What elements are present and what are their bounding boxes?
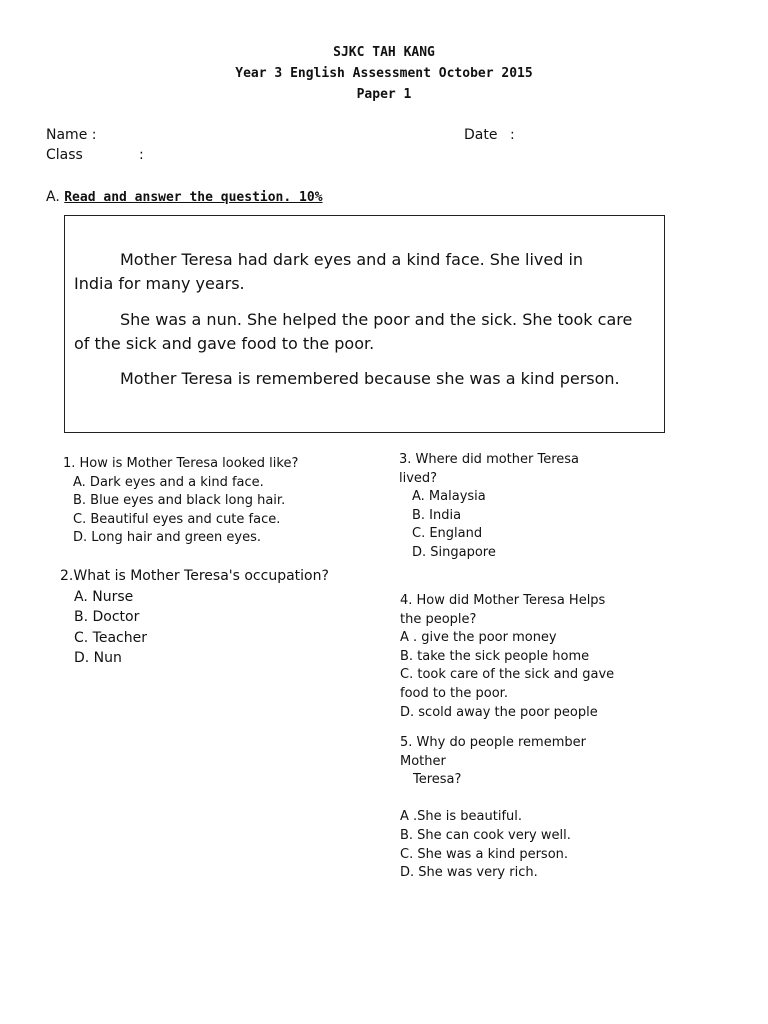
question-prompt: 1. How is Mother Teresa looked like? (63, 456, 299, 471)
option-c: C. Teacher (74, 629, 147, 646)
question-1 (63, 455, 298, 548)
option-a: A .She is beautiful. (400, 809, 523, 825)
passage-line: of the sick and gave food to the poor. (74, 334, 375, 353)
question-prompt: 4. How did Mother Teresa Helps (400, 593, 606, 608)
option-d: D. scold away the poor people (400, 704, 598, 720)
option-a: A. Dark eyes and a kind face. (73, 474, 264, 490)
question-4 (400, 592, 614, 722)
paper-label: Paper 1 (356, 87, 412, 102)
section-label (46, 189, 323, 205)
passage-line: India for many years. (74, 274, 245, 293)
question-prompt: lived? (399, 470, 438, 486)
section-letter: A. (46, 189, 60, 205)
spacer (400, 790, 586, 809)
question-prompt: Teresa? (413, 772, 462, 788)
passage-paragraph-1 (74, 248, 654, 296)
option-b: B. Doctor (74, 609, 140, 625)
option-b: B. take the sick people home (400, 648, 590, 664)
school-name: SJKC TAH KANG (333, 45, 435, 60)
question-prompt: Mother (400, 753, 446, 769)
passage-paragraph-3 (74, 367, 654, 391)
option-d: D. Long hair and green eyes. (73, 530, 262, 546)
name-label: Name : (46, 127, 97, 143)
section-instruction: Read and answer the question. 10% (64, 190, 323, 205)
reading-passage (64, 215, 665, 433)
date-label: Date (464, 127, 498, 143)
class-colon: : (139, 147, 144, 163)
question-3 (399, 451, 659, 560)
passage-line: She was a nun. She helped the poor and the sick. She took care (120, 310, 633, 329)
option-c: C. took care of the sick and gave (400, 667, 615, 683)
question-prompt: 2.What is Mother Teresa's occupation? (60, 568, 329, 584)
option-a: A. Nurse (74, 588, 134, 605)
date-colon: : (510, 127, 515, 143)
passage-line: Mother Teresa is remembered because she was a kind person. (120, 369, 620, 388)
question-prompt: the people? (400, 611, 477, 627)
option-d: D. She was very rich. (400, 865, 538, 881)
passage-paragraph-2 (74, 308, 654, 356)
option-c: C. England (412, 526, 483, 542)
option-d: D. Nun (74, 650, 122, 666)
option-c: C. She was a kind person. (400, 846, 569, 862)
assessment-title: Year 3 English Assessment October 2015 (235, 66, 533, 81)
class-label: Class (46, 147, 83, 163)
question-prompt: 3. Where did mother Teresa (399, 452, 580, 467)
option-a: A . give the poor money (400, 630, 557, 646)
option-c: C. Beautiful eyes and cute face. (73, 511, 281, 527)
passage-line: Mother Teresa had dark eyes and a kind face. She lived in (120, 250, 584, 269)
question-2 (60, 566, 329, 669)
option-a: A. Malaysia (412, 489, 486, 505)
option-b: B. India (412, 507, 462, 523)
question-prompt: 5. Why do people remember (400, 735, 586, 750)
question-5 (400, 734, 586, 883)
option-b: B. She can cook very well. (400, 827, 571, 843)
option-d: D. Singapore (412, 544, 496, 560)
option-c-continued: food to the poor. (400, 685, 508, 701)
option-b: B. Blue eyes and black long hair. (73, 493, 286, 509)
